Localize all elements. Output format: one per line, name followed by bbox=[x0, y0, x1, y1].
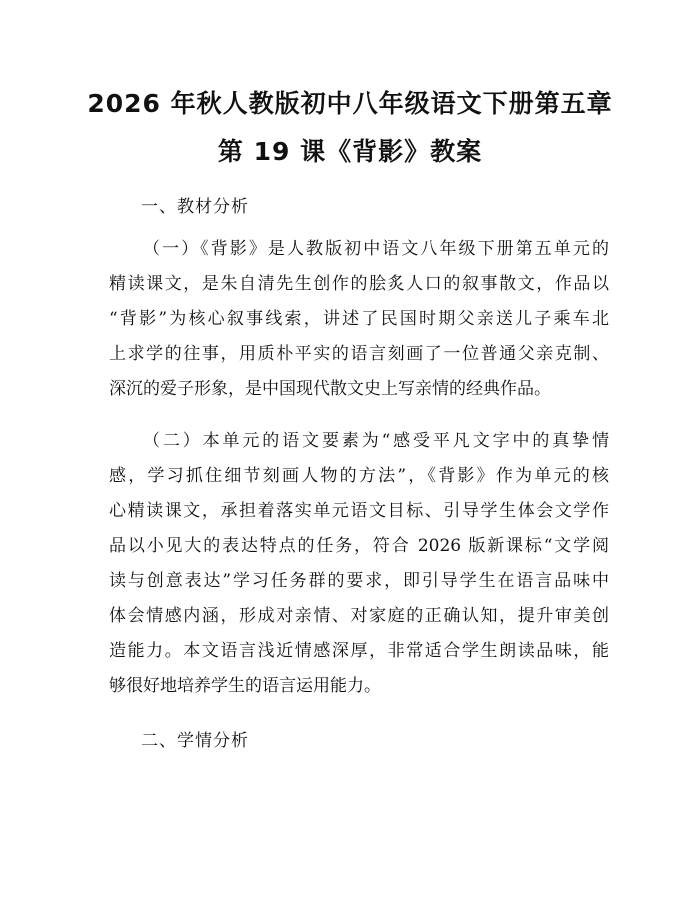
paragraph-line: （一）《背影》是人教版初中语文八年级下册第五单元的 bbox=[143, 239, 609, 259]
paragraph-line: 够很好地培养学生的语言运用能力。 bbox=[109, 676, 381, 696]
paragraph-textbook-analysis-2 bbox=[109, 424, 609, 704]
paragraph-textbook-analysis-1 bbox=[109, 232, 609, 407]
paragraph-line: （二）本单元的语文要素为“感受平凡文字中的真挚情 bbox=[143, 431, 609, 451]
paragraph-line: 上求学的往事，用质朴平实的语言刻画了一位普通父亲克制、 bbox=[109, 344, 609, 364]
paragraph-line: 感，学习抓住细节刻画人物的方法”，《背影》作为单元的核 bbox=[109, 466, 609, 486]
paragraph-line: 精读课文，是朱自清先生创作的脍炙人口的叙事散文，作品以 bbox=[109, 274, 609, 294]
paragraph-line: 读与创意表达”学习任务群的要求，即引导学生在语言品味中 bbox=[109, 571, 609, 591]
section-heading-student-analysis: 二、学情分析 bbox=[141, 731, 249, 751]
paragraph-line: 体会情感内涵，形成对亲情、对家庭的正确认知，提升审美创 bbox=[109, 606, 609, 626]
paragraph-line: 深沉的爱子形象，是中国现代散文史上写亲情的经典作品。 bbox=[109, 379, 551, 399]
paragraph-line: 造能力。本文语言浅近情感深厚，非常适合学生朗读品味，能 bbox=[109, 641, 609, 661]
document-title-line-2: 第 19 课《背影》教案 bbox=[217, 137, 483, 166]
paragraph-line: 心精读课文，承担着落实单元语文目标、引导学生体会文学作 bbox=[109, 501, 609, 521]
paragraph-line: 品以小见大的表达特点的任务，符合 2026 版新课标“文学阅 bbox=[109, 536, 609, 556]
document-title-line-1: 2026 年秋人教版初中八年级语文下册第五章 bbox=[87, 89, 613, 118]
paragraph-line: “背影”为核心叙事线索，讲述了民国时期父亲送儿子乘车北 bbox=[109, 309, 609, 329]
section-heading-textbook-analysis: 一、教材分析 bbox=[141, 197, 249, 217]
